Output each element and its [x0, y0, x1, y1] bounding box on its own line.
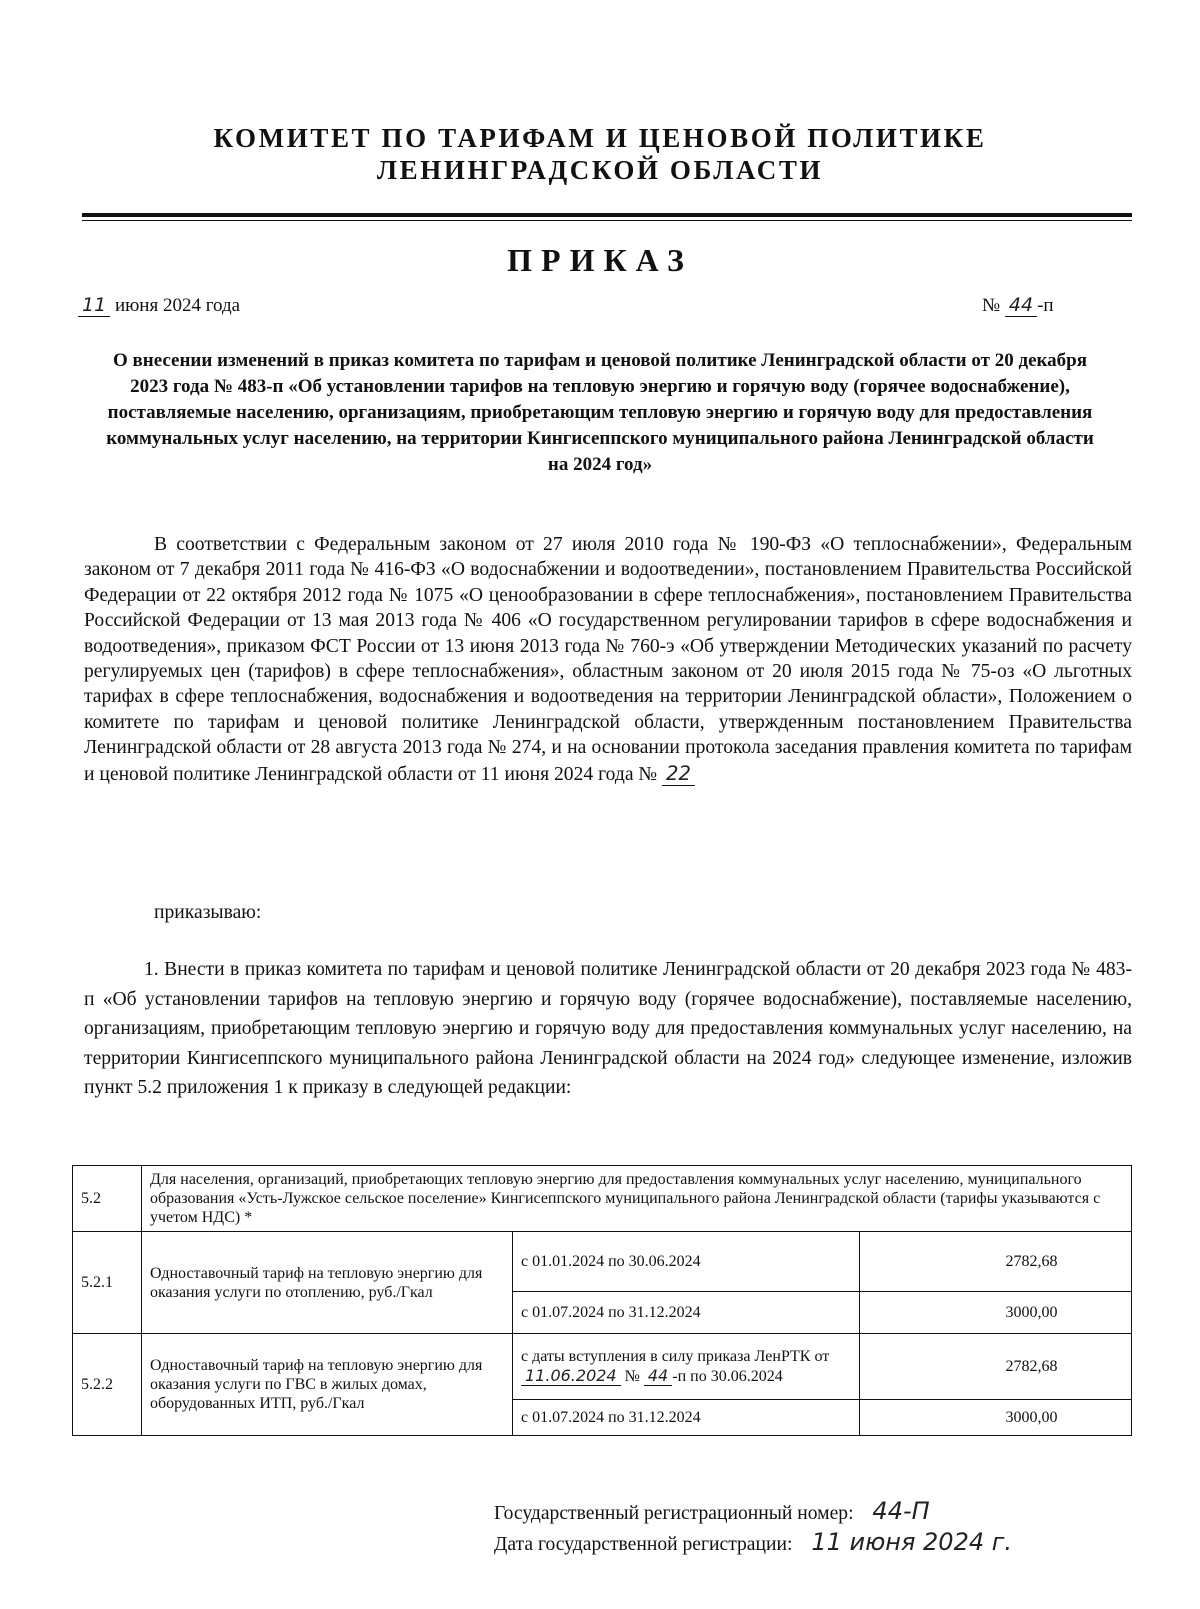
handwritten-registration-date: 11 июня 2024 г.	[811, 1528, 1012, 1556]
handwritten-date: 11.06.2024	[521, 1366, 621, 1386]
order-subject: О внесении изменений в приказ комитета по тарифам и ценовой политике Ленинградской области от 20 декабря 2023 года № 483-п «Об установлении тарифов на тепловую энергию и горячую воду (горячее водоснабжение), поставляемые населению, организациям, приобретающим тепловую энергию и горячую воду для предоставления коммунальных услуг населению, на территории Кингисеппского муниципального района Ленинградской области на 2024 год»	[106, 350, 1094, 475]
number-sign: №	[982, 295, 1001, 316]
period-text-end: -п по 30.06.2024	[672, 1368, 783, 1385]
tariff-value: 2782,68	[860, 1334, 1132, 1400]
table-row	[73, 1166, 1132, 1232]
issuer-line-2: ЛЕНИНГРАДСКОЙ ОБЛАСТИ	[376, 155, 824, 185]
period-text: с даты вступления в силу приказа ЛенРТК от	[521, 1348, 830, 1365]
preamble	[84, 532, 1132, 787]
tariff-name: Одноставочный тариф на тепловую энергию для оказания услуги по отоплению, руб./Гкал	[142, 1232, 513, 1334]
table-row	[73, 1334, 1132, 1400]
header-rule-thick	[82, 213, 1132, 217]
table-row	[73, 1232, 1132, 1292]
tariff-period: с 01.07.2024 по 31.12.2024	[513, 1292, 860, 1334]
row-code: 5.2	[73, 1166, 142, 1232]
registration-number	[494, 1497, 1016, 1528]
tariff-period	[513, 1334, 860, 1400]
handwritten-registration-number: 44-П	[872, 1497, 930, 1525]
date-text: июня 2024 года	[114, 295, 241, 316]
order-number	[982, 294, 1054, 317]
tariff-period: с 01.01.2024 по 30.06.2024	[513, 1232, 860, 1292]
handwritten-number: 44	[1005, 294, 1037, 317]
tariff-value: 3000,00	[860, 1292, 1132, 1334]
tariff-period: с 01.07.2024 по 31.12.2024	[513, 1400, 860, 1436]
row-code: 5.2.2	[73, 1334, 142, 1436]
issuer-header	[0, 122, 1200, 186]
clause-1: 1. Внести в приказ комитета по тарифам и ценовой политике Ленинградской области от 20 декабря 2023 года № 483-п «Об установлении тарифов на тепловую энергию и горячую воду (горячее водоснабжение), поставляемые населению, организациям, приобретающим тепловую энергию и горячую воду для предоставления коммунальных услуг населению, на территории Кингисеппского муниципального района Ленинградской области на 2024 год» следующее изменение, изложив пункт 5.2 приложения 1 к приказу в следующей редакции:	[84, 959, 1132, 1099]
handwritten-day: 11	[78, 294, 110, 317]
registration-date-label: Дата государственной регистрации:	[494, 1534, 793, 1555]
issuer-line-1: КОМИТЕТ ПО ТАРИФАМ И ЦЕНОВОЙ ПОЛИТИКЕ	[213, 123, 987, 153]
registration-block	[494, 1497, 1016, 1559]
period-number-sign: №	[624, 1368, 640, 1385]
row-description: Для населения, организаций, приобретающих тепловую энергию для предоставления коммунальных услуг населению, муниципального образования «Усть-Лужское сельское поселение» Кингисеппского муниципального района Ленинградской области (тарифы указываются с учетом НДС) *	[142, 1166, 1132, 1232]
tariff-value: 3000,00	[860, 1400, 1132, 1436]
order-word: приказываю:	[154, 902, 262, 923]
document-type: ПРИКАЗ	[507, 242, 693, 278]
tariff-table	[72, 1165, 1132, 1436]
header-rule-thin	[82, 220, 1132, 221]
tariff-name: Одноставочный тариф на тепловую энергию для оказания услуги по ГВС в жилых домах, оборудованных ИТП, руб./Гкал	[142, 1334, 513, 1436]
number-suffix: -п	[1037, 295, 1054, 316]
handwritten-number: 44	[644, 1366, 672, 1386]
order-date	[78, 294, 240, 317]
registration-date	[494, 1528, 1016, 1559]
registration-number-label: Государственный регистрационный номер:	[494, 1503, 854, 1524]
preamble-text: В соответствии с Федеральным законом от 27 июля 2010 года № 190-ФЗ «О теплоснабжении», Федеральным законом от 7 декабря 2011 года № 416-ФЗ «О водоснабжении и водоотведении», постановлением Правительства Российской Федерации от 22 октября 2012 года № 1075 «О ценообразовании в сфере теплоснабжения», постановлением Правительства Российской Федерации от 13 мая 2013 года № 406 «О государственном регулировании тарифов в сфере водоснабжения и водоотведения», приказом ФСТ России от 13 июня 2013 года № 760-э «Об утверждении Методических указаний по расчету регулируемых цен (тарифов) в сфере теплоснабжения», областным законом от 20 июля 2015 года № 75-оз «О льготных тарифах в сфере теплоснабжения, водоснабжения и водоотведения на территории Ленинградской области», Положением о комитете по тарифам и ценовой политике Ленинградской области, утвержденным постановлением Правительства Ленинградской области от 28 августа 2013 года № 274, и на основании протокола заседания правления комитета по тарифам и ценовой политике Ленинградской области от 11 июня 2024 года №	[84, 534, 1132, 785]
tariff-value: 2782,68	[860, 1232, 1132, 1292]
row-code: 5.2.1	[73, 1232, 142, 1334]
handwritten-protocol-number: 22	[662, 762, 695, 786]
